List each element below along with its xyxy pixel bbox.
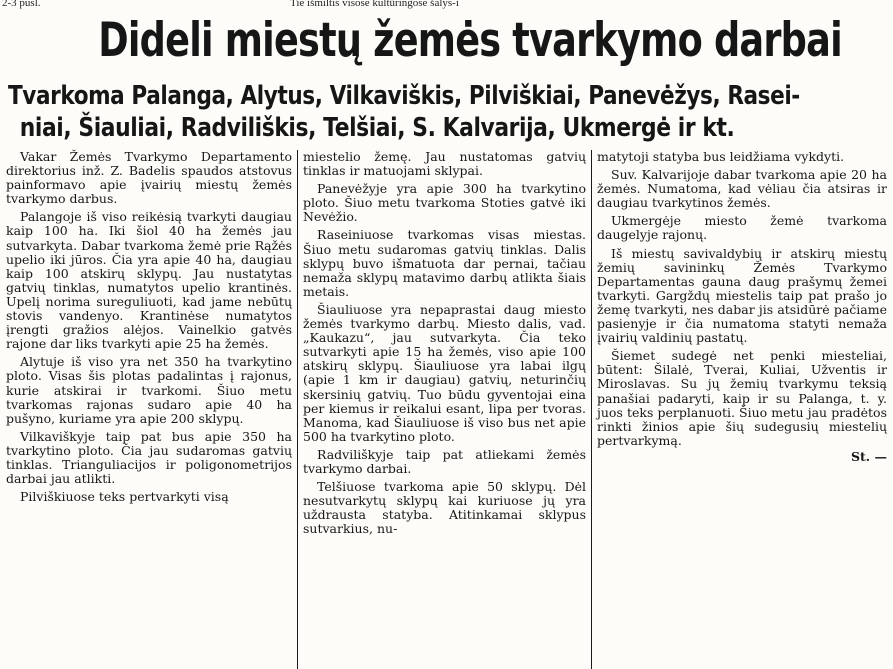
paragraph-vilkaviskis: Vilkaviškyje taip pat bus apie 350 ha tvarkytino ploto. Čia jau sudaromas gatvių tinklas. Trianguliacijos ir poligonometrijos darbai jau atlikti. [6,428,292,487]
paragraph-intro: Vakar Žemės Tvarkymo Departamento direktorius inž. Z. Badelis spaudos atstovus painformavo apie įvairių miestų žemės tvarkymo darbus. [6,149,292,207]
paragraph-telsiai: Telšiuose tvarkoma apie 50 sklypų. Dėl nesutvarkytų sklypų kai kuriuose jų yra uždrausta statyba. Atitinkamai sklypus sutvarkius, nu- [303,479,586,537]
article-column-1 [6,150,292,504]
paragraph-continued: miestelio žemę. Jau nustatomas gatvių tinklas ir matuojami sklypai. [303,149,586,179]
subheadline [8,80,888,144]
paragraph-radviliskis: Radviliškyje taip pat atliekami žemės tvarkymo darbai. [303,446,586,476]
subheadline-line-2: niai, Šiauliai, Radviliškis, Telšiai, S. Kalvarija, Ukmergė ir kt. [19,113,735,143]
paragraph-alytus: Alytuje iš viso yra net 350 ha tvarkytino ploto. Visas šis plotas padalintas į rajonus, kurie atskirai ir tvarkomi. Šiuo metu tvarkomas rajonas sudaro apie 40 ha pušyno, kuriame yra apie 200 sklypų. [6,354,292,426]
paragraph-kalvarija: Suv. Kalvarijoje dabar tvarkoma apie 20 ha žemės. Numatoma, kad vėliau čia atsiras ir daugiau tvarkytinos žemės. [597,167,887,211]
paragraph-palanga: Palangoje iš viso reikėsią tvarkyti daugiau kaip 100 ha. Iki šiol 40 ha žemės jau sutvarkyta. Dabar tvarkoma žemė prie Rąžės upelio iki jūros. Čia yra apie 40 ha, daugiau kaip 100 atskirų sklypų. Jau nustatytas gatvių tinklas, numatytos upelio krantinės. Upelį norima sureguliuoti, kad jame nebūtų stovis vandenyo. Krantinėse numatytos įrengti gražios alėjos. Vainelkio gatvės rajone dar liks tvarkyti apie 25 ha žemės. [6,209,292,352]
column-divider [297,150,298,669]
subheadline-line-1: Tvarkoma Palanga, Alytus, Vilkaviškis, Pilviškiai, Panevėžys, Rasei- [8,81,800,111]
paragraph-burned-towns: Šiemet sudegė net penki miesteliai, būtent: Šilalė, Tverai, Kuliai, Užventis ir Miroslavas. Su jų žemių tvarkymu teksią panašiai padaryti, kaip ir su Palanga, t. y. juos teks perplanuoti. Šiuo metu jau pradėtos rinkti žinios apie šių sudegusių miestelių pertvarkymą. [597,348,887,448]
paragraph-continued: matytoji statyba bus leidžiama vykdyti. [597,149,845,164]
headline: Dideli miestų žemės tvarkymo darbai [98,13,842,68]
article-column-2 [303,150,586,536]
column-divider [591,150,592,669]
paragraph-requests: Iš miestų savivaldybių ir atskirų miestų žemių savininkų Žemės Tvarkymo Departamentas gauna daug prašymų žemei tvarkyti. Gargždų miestelis taip pat prašo jo žemę tvarkyti, nes dabar jis atsidūrė pačiame pasienyje ir čia numatoma statyti nemaža įvairių valdinių pastatų. [597,245,887,346]
article-column-3 [597,150,887,464]
paragraph-pilviskiai: Pilviškiuose teks pertvarkyti visą [20,489,229,505]
paragraph-panevezys: Panevėžyje yra apie 300 ha tvarkytino ploto. Šiuo metu tvarkoma Stoties gatvė iki Nevėžio. [303,181,586,225]
page-marker: 2-3 pusl. [2,0,41,9]
author-signature: St. — [850,448,887,464]
previous-article-tail: Tie išmiltis visose kultūringose šalys-i [290,0,459,9]
paragraph-ukmerge: Ukmergėje miesto žemė tvarkoma daugelyje rajonų. [597,213,887,243]
paragraph-siauliai: Šiauliuose yra nepaprastai daug miesto žemės tvarkymo darbų. Miesto dalis, vad. „Kaukazu“, jau sutvarkyta. Čia teko sutvarkyti apie 15 ha žemės, viso apie 100 atskirų sklypų. Šiauliuose yra labai ilgų (apie 1 km ir daugiau) gatvių, neturinčių skersinių gatvių. Tuo būdu gyventojai eina per kiemus ir reikalui esant, lipa per tvoras. Manoma, kad Šiauliuose iš viso bus net apie 500 ha tvarkytino ploto. [303,301,586,444]
paragraph-raseiniai: Raseiniuose tvarkomas visas miestas. Šiuo metu sudaromas gatvių tinklas. Dalis sklypų buvo išmatuota dar pernai, tačiau nemaža sklypų matavimo darbų atlikta šiais metais. [303,227,586,299]
